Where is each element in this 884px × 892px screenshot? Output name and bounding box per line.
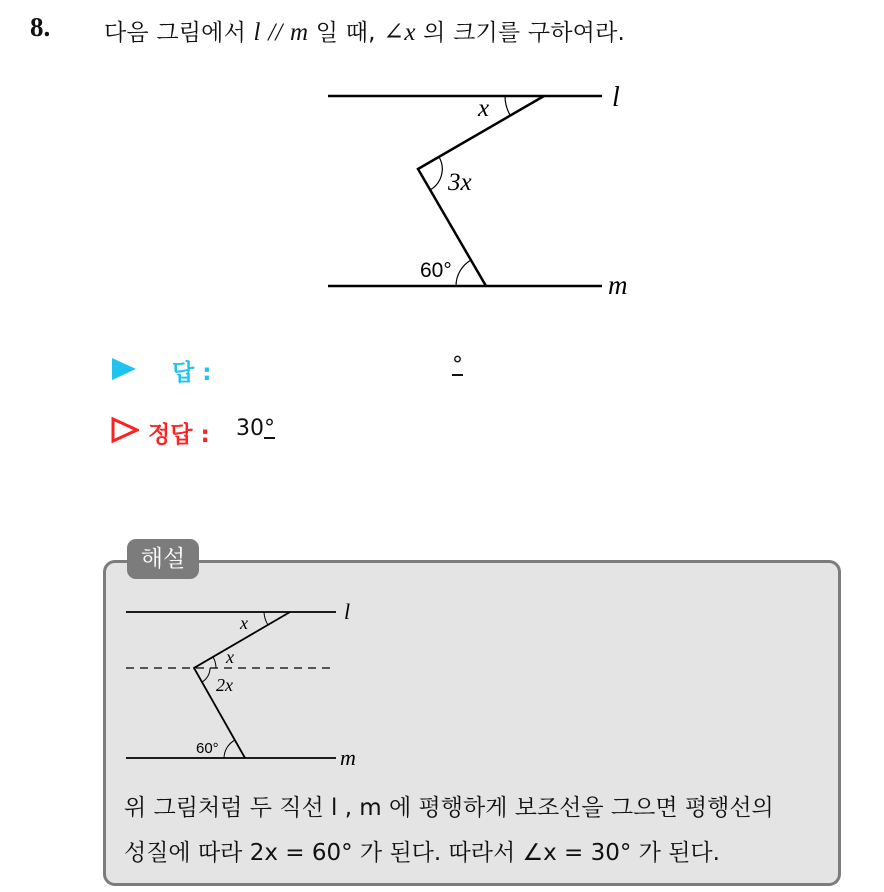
geometry-figure: [320, 76, 650, 306]
answer-value[interactable]: °: [452, 353, 463, 378]
question-number: 8.: [30, 12, 51, 42]
solution-arc-bottom: [224, 740, 235, 758]
question-text: [104, 14, 625, 47]
solution-arc-upper-mid: [213, 657, 216, 668]
correct-answer-label: 정답 :: [148, 422, 210, 448]
question-text-prefix: 다음 그림에서: [104, 20, 254, 46]
angle-arc-bottom: [456, 260, 471, 286]
solution-tag: 해설: [127, 539, 199, 579]
correct-answer-number: 30: [236, 416, 264, 441]
angle-expression: ∠x: [383, 19, 416, 46]
angle-arc-top: [505, 96, 510, 115]
solution-angle-lower-mid-label: 2x: [216, 675, 233, 695]
question-text-suffix: 의 크기를 구하여라.: [415, 20, 626, 46]
solution-angle-upper-mid-label: x: [226, 647, 234, 667]
line-m-label: m: [608, 270, 628, 300]
angle-top-label: x: [478, 95, 490, 122]
angle-bottom-label: 60°: [420, 259, 452, 282]
parallel-symbol: //: [268, 19, 283, 46]
angle-middle-label: 3x: [448, 169, 472, 196]
line-l-symbol: l: [253, 19, 261, 46]
zigzag-segments: [418, 96, 544, 286]
solution-arc-top: [264, 612, 268, 625]
solution-angle-bottom-label: 60°: [196, 740, 219, 757]
line-l-label: l: [612, 82, 620, 113]
question-text-middle: 일 때,: [308, 20, 384, 46]
solution-figure: [120, 598, 380, 768]
correct-answer-unit: °: [264, 416, 275, 441]
solution-text-line-2: 성질에 따라 2x = 60° 가 된다. 따라서 ∠x = 30° 가 된다.: [124, 840, 720, 866]
answer-play-icon: [111, 357, 137, 381]
correct-play-outline-icon: [111, 417, 139, 443]
line-m-symbol: m: [290, 19, 309, 46]
solution-text-line-1: 위 그림처럼 두 직선 l , m 에 평행하게 보조선을 그으면 평행선의: [124, 795, 774, 821]
answer-label: 답 :: [172, 360, 212, 386]
solution-line-l-label: l: [344, 599, 351, 624]
solution-zigzag: [194, 612, 290, 758]
correct-answer-value: [236, 416, 275, 441]
solution-line-m-label: m: [340, 745, 356, 768]
solution-angle-top-label: x: [240, 613, 248, 633]
solution-text: [124, 786, 836, 876]
solution-arc-lower-mid: [202, 668, 210, 682]
